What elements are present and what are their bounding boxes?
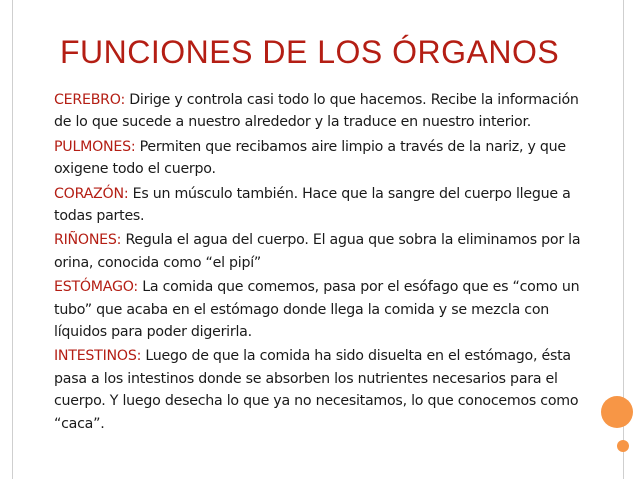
list-item-intestinos [26,345,586,435]
term-separator: : [120,92,125,108]
term-rinones: RIÑONES [54,232,117,249]
term-separator: : [130,138,136,155]
term-separator: : [123,185,129,202]
description-corazon: Es un músculo también. Hace que la sangre del cuerpo llegue a todas partes. [54,185,571,225]
term-separator: : [133,279,138,296]
term-separator: : [116,232,122,249]
description-intestinos: Luego de que la comida ha sido disuelta en el estómago, ésta pasa a los intestinos donde se absorben los nutrientes necesarios para el cuerpo. Y luego desecha lo que ya no necesitamos, lo que conocemos como “caca”. [54,348,579,432]
list-item-corazon [26,183,586,228]
slide-title: FUNCIONES DE LOS ÓRGANOS [60,34,560,70]
term-pulmones: PULMONES [54,138,131,155]
term-separator: : [136,348,142,365]
orange-circle-icon [601,396,633,428]
list-item-pulmones [26,136,586,181]
term-corazon: CORAZÓN [54,185,124,202]
description-estomago: La comida que comemos, pasa por el esófago que es “como un tubo” que acaba en el estómago donde llega la comida y se mezcla con líquidos para poder digerirla. [54,279,580,341]
term-estomago: ESTÓMAGO [54,279,134,296]
list-item-estomago [26,276,586,343]
description-cerebro: Dirige y controla casi todo lo que hacemos. Recibe la información de lo que sucede a nuestro alrededor y la traduce en nuestro interior. [54,92,579,131]
description-pulmones: Permiten que recibamos aire limpio a través de la nariz, y que oxigene todo el cuerpo. [54,138,566,178]
list-item-rinones [26,229,586,274]
orange-circle-icon [617,440,629,452]
left-divider-line [12,0,13,479]
list-item-cerebro [26,89,586,134]
description-rinones: Regula el agua del cuerpo. El agua que sobra la eliminamos por la orina, conocida como “el pipí” [54,232,581,271]
term-cerebro: CEREBRO [54,92,121,108]
organ-function-list [26,89,586,437]
term-intestinos: INTESTINOS [54,348,137,365]
